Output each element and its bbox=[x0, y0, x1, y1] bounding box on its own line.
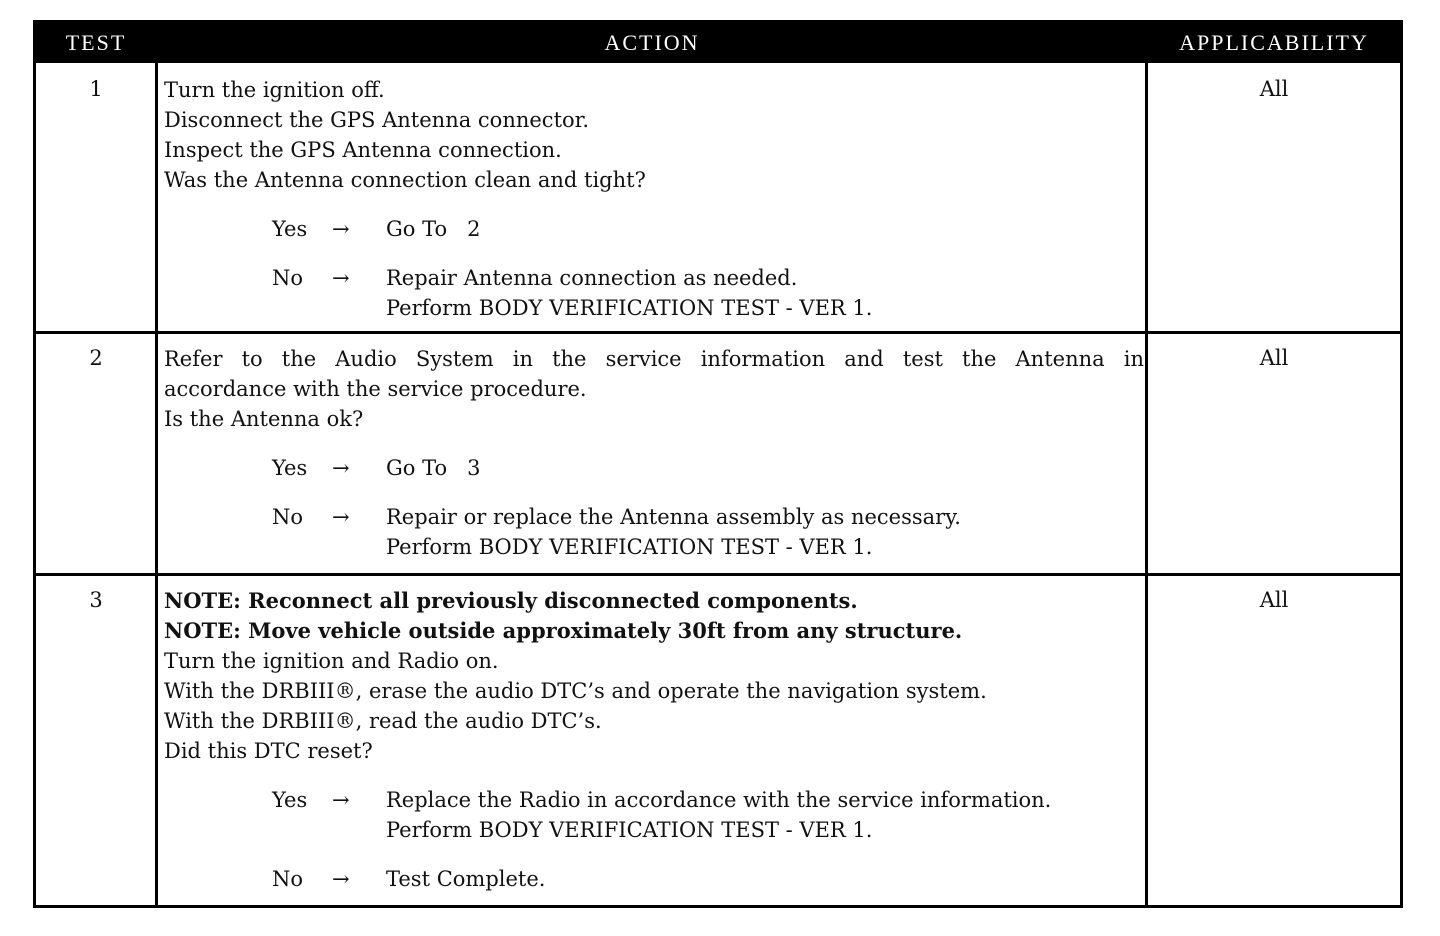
yes-result: Go To 3 bbox=[386, 456, 481, 480]
no-result: Test Complete. bbox=[386, 867, 546, 891]
action-line: accordance with the service procedure. bbox=[164, 377, 587, 401]
test-number: 1 bbox=[89, 77, 103, 101]
arrow-icon: → bbox=[332, 788, 350, 812]
diagnostic-test-table bbox=[33, 20, 1403, 908]
action-line: With the DRBIII®, erase the audio DTC’s and operate the navigation system. bbox=[164, 679, 987, 703]
no-result-followup: Perform BODY VERIFICATION TEST - VER 1. bbox=[386, 535, 873, 559]
note-text: NOTE: Reconnect all previously disconnected components. bbox=[164, 588, 858, 613]
header-test: TEST bbox=[65, 30, 127, 55]
no-result: Repair or replace the Antenna assembly as necessary. bbox=[386, 505, 961, 529]
applicability-value: All bbox=[1259, 588, 1289, 612]
test-number: 2 bbox=[89, 346, 103, 370]
note-text: NOTE: Move vehicle outside approximately 30ft from any structure. bbox=[164, 618, 963, 643]
yes-result: Replace the Radio in accordance with the service information. bbox=[386, 788, 1052, 812]
yes-label: Yes bbox=[272, 456, 308, 480]
no-branch bbox=[164, 263, 1144, 323]
arrow-icon: → bbox=[332, 867, 350, 891]
action-line: Was the Antenna connection clean and tight? bbox=[164, 168, 646, 192]
yes-result: Go To 2 bbox=[386, 217, 481, 241]
yes-result-followup: Perform BODY VERIFICATION TEST - VER 1. bbox=[386, 818, 873, 842]
action-cell bbox=[164, 75, 1144, 323]
action-line: Refer to the Audio System in the service information and test the Antenna in bbox=[164, 347, 1144, 371]
no-label: No bbox=[272, 867, 304, 891]
action-line: Turn the ignition off. bbox=[164, 78, 385, 102]
header-applicability: APPLICABILITY bbox=[1179, 30, 1369, 55]
no-result: Repair Antenna connection as needed. bbox=[386, 266, 798, 290]
arrow-icon: → bbox=[332, 505, 350, 529]
table-row-2 bbox=[36, 334, 1400, 573]
action-cell bbox=[164, 586, 1144, 894]
action-cell bbox=[164, 344, 1144, 562]
arrow-icon: → bbox=[332, 266, 350, 290]
no-result-followup: Perform BODY VERIFICATION TEST - VER 1. bbox=[386, 296, 873, 320]
action-line: Disconnect the GPS Antenna connector. bbox=[164, 108, 590, 132]
yes-branch bbox=[164, 453, 1144, 483]
table-header bbox=[36, 23, 1400, 63]
no-branch bbox=[164, 502, 1144, 562]
header-action: ACTION bbox=[604, 30, 700, 55]
action-line: With the DRBIII®, read the audio DTC’s. bbox=[164, 709, 602, 733]
action-line: Is the Antenna ok? bbox=[164, 407, 364, 431]
no-label: No bbox=[272, 266, 304, 290]
no-label: No bbox=[272, 505, 304, 529]
action-line: Turn the ignition and Radio on. bbox=[164, 649, 499, 673]
test-number: 3 bbox=[89, 588, 103, 612]
arrow-icon: → bbox=[332, 217, 350, 241]
applicability-value: All bbox=[1259, 346, 1289, 370]
applicability-value: All bbox=[1259, 77, 1289, 101]
action-line: Inspect the GPS Antenna connection. bbox=[164, 138, 562, 162]
yes-branch bbox=[164, 785, 1144, 845]
arrow-icon: → bbox=[332, 456, 350, 480]
no-branch bbox=[164, 864, 1144, 894]
yes-label: Yes bbox=[272, 788, 308, 812]
table-row-3 bbox=[36, 576, 1400, 905]
yes-label: Yes bbox=[272, 217, 308, 241]
yes-branch bbox=[164, 214, 1144, 244]
action-line: Did this DTC reset? bbox=[164, 739, 373, 763]
table-row-1 bbox=[36, 63, 1400, 331]
